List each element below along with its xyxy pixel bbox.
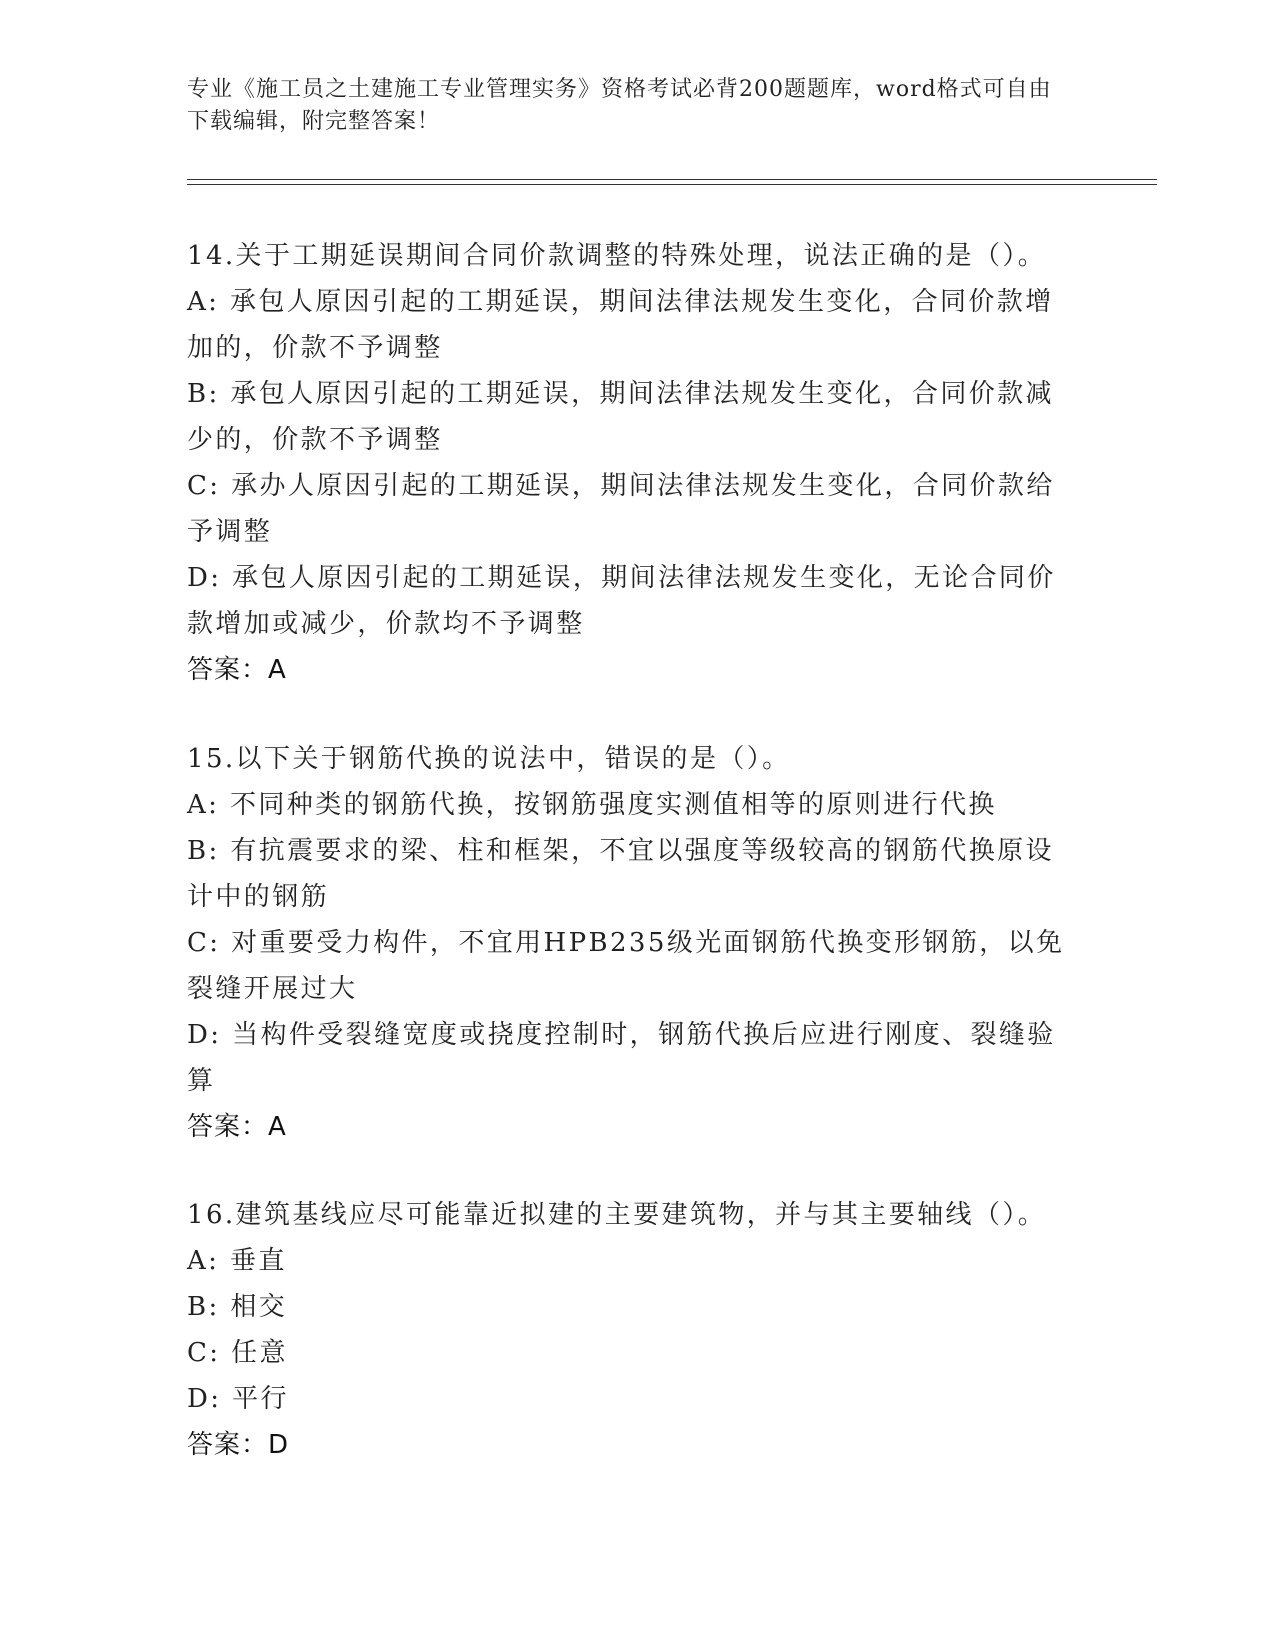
answer: 答案：A [187,1112,287,1142]
option-a: A: 不同种类的钢筋代换，按钢筋强度实测值相等的原则进行代换 [187,790,997,820]
option-a: A: 承包人原因引起的工期延误，期间法律法规发生变化，合同价款增加的，价款不予调整 [187,287,1054,363]
answer: 答案：D [187,1430,290,1460]
question-15 [187,736,1067,1150]
question-title: 16.建筑基线应尽可能靠近拟建的主要建筑物，并与其主要轴线（）。 [187,1200,1047,1230]
option-b: B: 承包人原因引起的工期延误，期间法律法规发生变化，合同价款减少的，价款不予调整 [187,379,1054,455]
question-title: 15.以下关于钢筋代换的说法中，错误的是（）。 [187,744,791,774]
question-14 [187,233,1067,693]
question-16 [187,1192,1067,1468]
option-d: D: 当构件受裂缝宽度或挠度控制时，钢筋代换后应进行刚度、裂缝验算 [187,1020,1056,1096]
option-d: D: 承包人原因引起的工期延误，期间法律法规发生变化，无论合同价款增加或减少，价款均不予调整 [187,563,1056,639]
header-divider-bottom [187,184,1157,185]
header-divider-top [187,179,1157,180]
option-c: C: 对重要受力构件，不宜用HPB235级光面钢筋代换变形钢筋，以免裂缝开展过大 [187,928,1065,1004]
option-a: A: 垂直 [187,1246,287,1276]
option-b: B: 有抗震要求的梁、柱和框架，不宜以强度等级较高的钢筋代换原设计中的钢筋 [187,836,1054,912]
answer: 答案：A [187,655,287,685]
option-c: C: 任意 [187,1338,288,1368]
option-d: D: 平行 [187,1384,289,1414]
document-header: 专业《施工员之土建施工专业管理实务》资格考试必背200题题库，word格式可自由下载编辑，附完整答案！ [187,77,1052,134]
question-title: 14.关于工期延误期间合同价款调整的特殊处理，说法正确的是（）。 [187,241,1047,271]
option-b: B: 相交 [187,1292,288,1322]
option-c: C: 承办人原因引起的工期延误，期间法律法规发生变化，合同价款给予调整 [187,471,1055,547]
